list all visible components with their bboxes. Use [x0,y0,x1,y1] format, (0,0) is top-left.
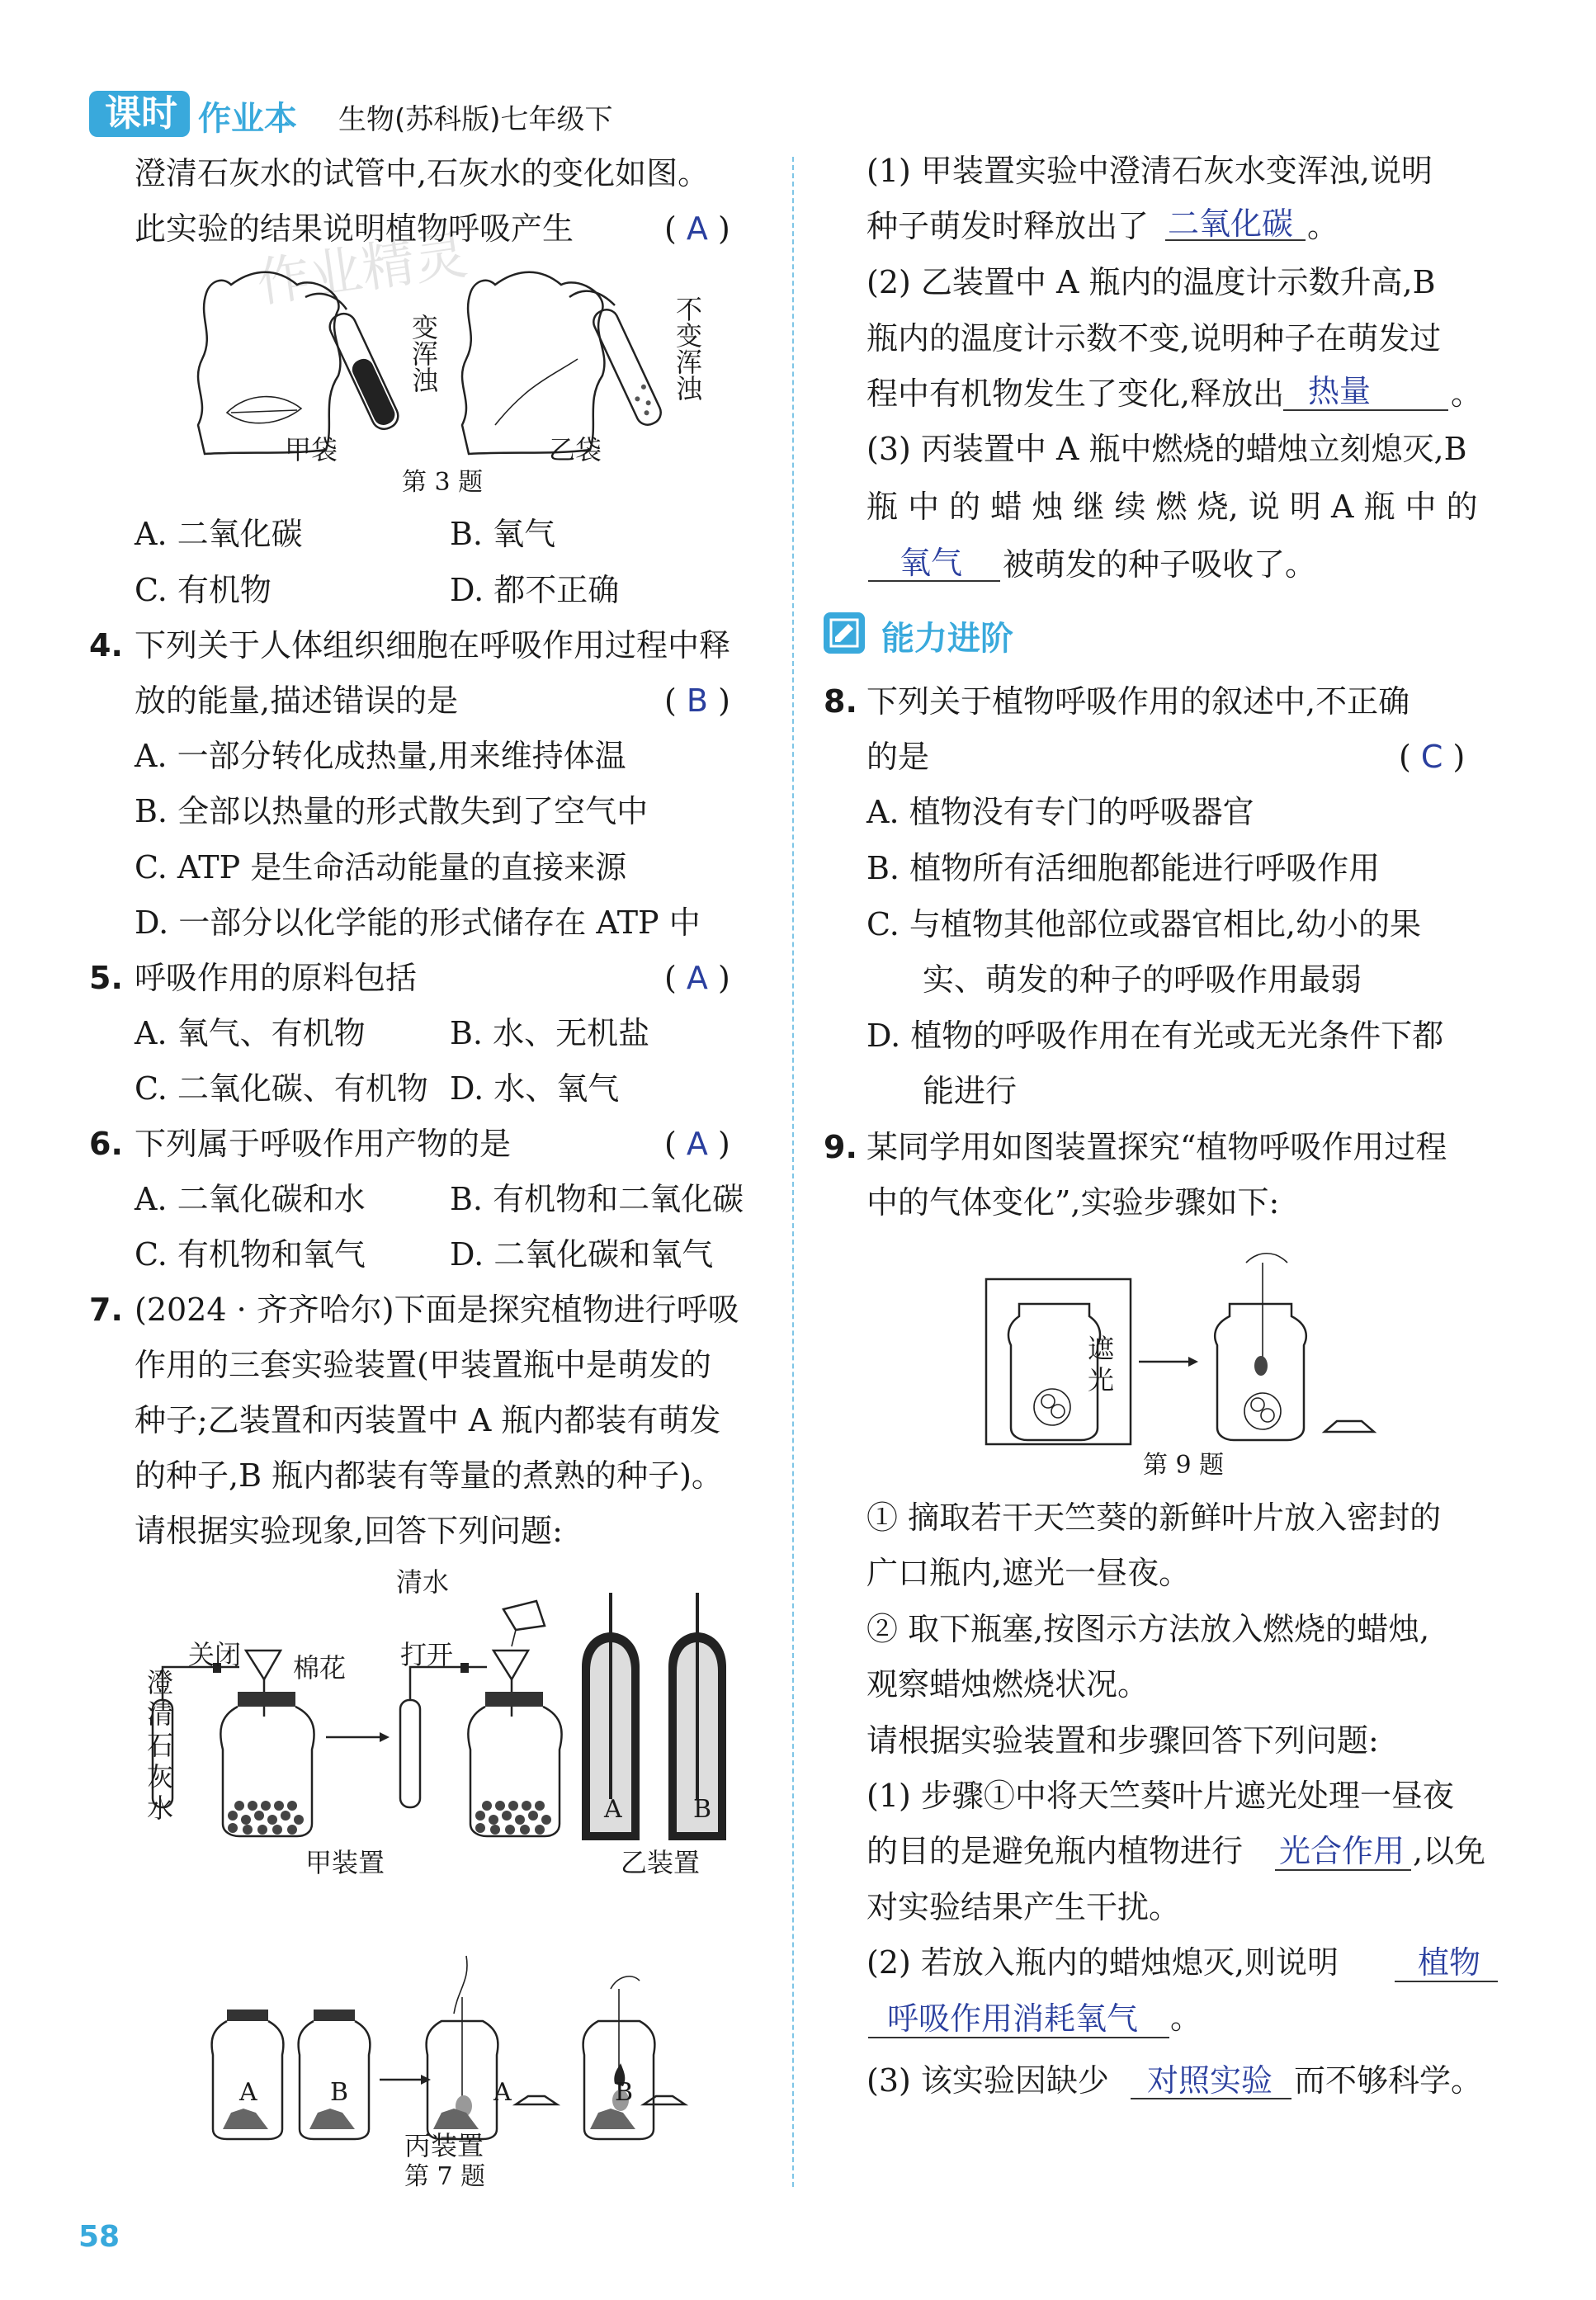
q3-option-d: D. 都不正确 [450,572,620,608]
q7-2-line3: 程中有机物发生了变化,释放出 [866,375,1285,412]
q5-number: 5. [89,960,123,996]
q6-answer: A [686,1126,708,1162]
q7-water-label: 清水 [396,1566,450,1598]
q8-option-a: A. 植物没有专门的呼吸器官 [866,794,1254,830]
q9-caption: 第 9 题 [1143,1451,1225,1480]
q7-yi-label-a: A [604,1795,622,1824]
q9-number: 9. [824,1129,857,1165]
q3-text-line1: 澄清石灰水的试管中,石灰水的变化如图。 [135,155,710,191]
q4-option-b: B. 全部以热量的形式散失到了空气中 [135,793,649,829]
q3-text-line2: 此实验的结果说明植物呼吸产生 [135,210,574,247]
q7-text-line1: (2024 · 齐齐哈尔)下面是探究植物进行呼吸 [135,1292,739,1328]
q9-2-answer-part2: 呼吸作用消耗氧气 [887,2000,1139,2037]
q7-yi-label: 乙装置 [621,1847,701,1878]
q7-bing-label-a1: A [239,2078,257,2107]
q3-answer: A [686,210,708,247]
q4-option-a: A. 一部分转化成热量,用来维持体温 [135,738,626,774]
q7-bing-label-b2: B [615,2078,634,2107]
q5-option-d: D. 水、氧气 [450,1070,620,1107]
q9-2-end: 。 [1170,2000,1202,2036]
q7-1-line2: 种子萌发时释放出了 [866,208,1150,244]
q7-1-end: 。 [1307,208,1339,244]
jar-covered [1008,1304,1100,1440]
q9-3-line1: (3) 该实验因缺少 [866,2062,1109,2099]
q5-answer: A [686,960,708,996]
q9-text-line1: 某同学用如图装置探究“植物呼吸作用过程 [866,1129,1447,1165]
q8-text-line1: 下列关于植物呼吸作用的叙述中,不正确 [866,683,1410,720]
q9-step1-line2: 广口瓶内,遮光一昼夜。 [866,1555,1191,1591]
q7-cotton-label: 棉花 [293,1652,347,1684]
column-divider [792,157,794,2187]
q7-text-line2: 作用的三套实验装置(甲装置瓶中是萌发的 [135,1347,711,1383]
q6-text: 下列属于呼吸作用产物的是 [135,1126,512,1162]
apparatus-jia-closed [153,1651,314,1836]
series-title: 作业本 [198,100,297,138]
subject-title: 生物(苏科版)七年级下 [338,103,613,136]
q9-1-answer: 光合作用 [1279,1833,1405,1869]
bag-b-outline [462,272,604,454]
q6-option-b: B. 有机物和二氧化碳 [450,1181,744,1217]
q3-caption: 第 3 题 [402,468,484,497]
q7-2-line1: (2) 乙装置中 A 瓶内的温度计示数升高,B [866,264,1436,300]
q8-answer-bracket: ( C ) [1399,739,1466,775]
q5-option-c: C. 二氧化碳、有机物 [135,1070,428,1107]
q9-1-line1: (1) 步骤①中将天竺葵叶片遮光处理一昼夜 [866,1778,1454,1814]
q9-3-end: 而不够科学。 [1294,2062,1483,2099]
q6-answer-bracket: ( A ) [664,1126,730,1162]
q7-text-line3: 种子;乙装置和丙装置中 A 瓶内都装有萌发 [135,1402,721,1438]
q9-3-blank [1131,2098,1291,2099]
q3-option-b: B. 氧气 [450,516,556,552]
q7-yi-label-b: B [693,1795,712,1824]
q7-2-line2: 瓶内的温度计示数不变,说明种子在萌发过 [866,320,1442,357]
page-number: 58 [78,2220,120,2254]
q3-option-c: C. 有机物 [135,572,272,608]
q7-3-line1: (3) 丙装置中 A 瓶中燃烧的蜡烛立刻熄灭,B [866,431,1467,467]
q3-figure [182,260,710,475]
q4-number: 4. [89,627,123,664]
watermark: 作业精灵 [253,224,471,315]
q9-1-line3: 对实验结果产生干扰。 [866,1889,1181,1925]
q5-answer-bracket: ( A ) [664,960,730,996]
section-title: 能力进阶 [881,620,1013,658]
q8-option-c-line1: C. 与植物其他部位或器官相比,幼小的果 [866,906,1421,942]
q7-1-blank [1165,239,1306,241]
q4-option-d: D. 一部分以化学能的形式储存在 ATP 中 [135,904,701,941]
q9-step2-line2: 观察蜡烛燃烧状况。 [866,1666,1150,1703]
q3-option-a: A. 二氧化碳 [135,516,303,552]
q7-number: 7. [89,1292,123,1328]
q7-text-line5: 请根据实验现象,回答下列问题: [135,1513,563,1549]
q4-answer: B [686,682,708,719]
q7-jia-label: 甲装置 [305,1847,385,1878]
q9-shade-label: 遮 光 [1088,1333,1115,1396]
q9-2-blank-2 [868,2037,1169,2038]
q7-limewater-label: 澄 清 石 灰 水 [147,1667,174,1824]
q6-option-a: A. 二氧化碳和水 [135,1181,366,1217]
q8-answer: C [1420,739,1443,775]
pencil-icon [824,612,865,654]
q6-option-d: D. 二氧化碳和氧气 [450,1236,714,1273]
q9-2-blank-1 [1395,1981,1498,1982]
q4-text-line2: 放的能量,描述错误的是 [135,682,459,719]
q8-option-d-line1: D. 植物的呼吸作用在有光或无光条件下都 [866,1018,1444,1054]
q3-tube-b-label: 不变浑浊 [672,295,703,401]
q8-option-c-line2: 实、萌发的种子的呼吸作用最弱 [923,961,1362,998]
q7-2-blank [1283,409,1448,411]
q7-1-answer: 二氧化碳 [1168,205,1294,242]
q9-text-line2: 中的气体变化”,实验步骤如下: [866,1184,1280,1221]
q3-answer-bracket: ( A ) [664,210,730,247]
logo-text: 课时 [105,92,177,135]
q7-bing-label: 丙装置 [404,2130,484,2161]
q6-option-c: C. 有机物和氧气 [135,1236,366,1273]
q9-3-answer: 对照实验 [1147,2062,1273,2099]
q8-text-line2: 的是 [866,739,930,775]
q7-text-line4: 的种子,B 瓶内都装有等量的煮熟的种子)。 [135,1457,723,1494]
q5-text: 呼吸作用的原料包括 [135,960,418,996]
q4-answer-bracket: ( B ) [664,682,730,719]
q9-figure [982,1246,1395,1452]
q8-option-b: B. 植物所有活细胞都能进行呼吸作用 [866,850,1381,886]
q7-3-line2: 瓶 中 的 蜡 烛 继 续 燃 烧, 说 明 A 瓶 中 的 [866,489,1478,525]
q4-option-c: C. ATP 是生命活动能量的直接来源 [135,849,627,886]
q7-3-blank [868,580,1000,582]
q9-1-line2: 的目的是避免瓶内植物进行 [866,1833,1244,1869]
q9-step2-line1: ② 取下瓶塞,按图示方法放入燃烧的蜡烛, [866,1611,1430,1647]
apparatus-bing [212,1956,685,2139]
q5-option-b: B. 水、无机盐 [450,1015,650,1051]
q7-3-end: 被萌发的种子吸收了。 [1003,546,1317,583]
q9-2-line1: (2) 若放入瓶内的蜡烛熄灭,则说明 [866,1944,1339,1981]
tube-b [590,306,665,429]
q6-number: 6. [89,1126,123,1162]
q7-bing-label-b1: B [330,2078,349,2107]
q9-intro: 请根据实验装置和步骤回答下列问题: [866,1722,1379,1759]
q7-closed-label: 关闭 [188,1639,242,1670]
q7-bing-label-a2: A [493,2078,512,2107]
q3-tube-a-label: 变浑浊 [408,314,439,393]
q3-bag-b-label: 乙袋 [549,434,602,465]
q7-3-answer: 氧气 [900,545,963,581]
q7-caption: 第 7 题 [404,2162,486,2191]
q9-2-answer-part1: 植物 [1418,1944,1481,1981]
q8-number: 8. [824,683,857,720]
q7-1-line1: (1) 甲装置实验中澄清石灰水变浑浊,说明 [866,153,1433,189]
bag-a-outline [198,272,340,454]
q7-open-label: 打开 [400,1639,454,1670]
q9-1-blank [1275,1869,1411,1871]
q4-text-line1: 下列关于人体组织细胞在呼吸作用过程中释 [135,627,731,664]
q9-step1-line1: ① 摘取若干天竺葵的新鲜叶片放入密封的 [866,1499,1442,1536]
q7-2-answer: 热量 [1308,373,1372,409]
q3-bag-a-label: 甲袋 [285,434,338,465]
q7-2-end: 。 [1451,375,1483,412]
q5-option-a: A. 氧气、有机物 [135,1015,366,1051]
q9-1-end: ,以免 [1413,1833,1486,1869]
q8-option-d-line2: 能进行 [923,1073,1018,1109]
tube-a-sediment [349,356,398,428]
